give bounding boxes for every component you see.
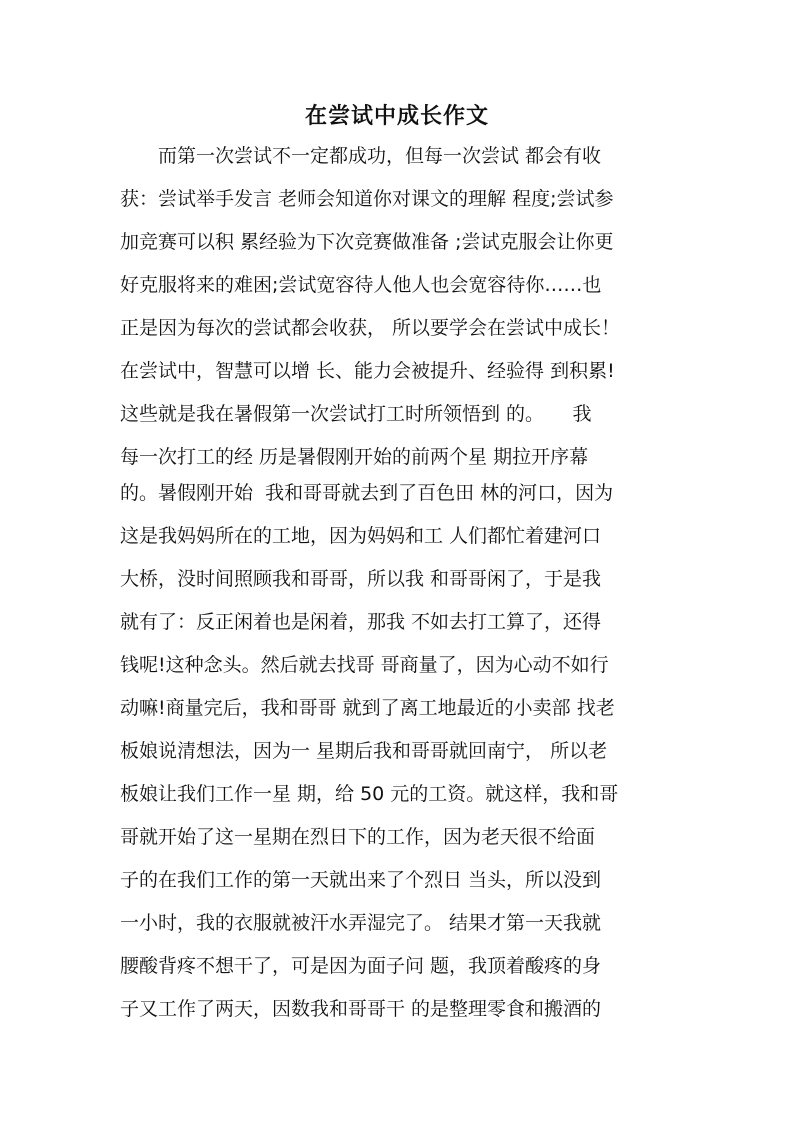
body-line: 钱呢!这种念头。然后就去找哥 哥商量了，因为心动不如行 (120, 654, 609, 676)
body-line: 板娘说清想法，因为一 星期后我和哥哥就回南宁， 所以老 (120, 740, 608, 762)
body-line: 子又工作了两天，因数我和哥哥干 的是整理零食和搬酒的 (120, 998, 602, 1020)
document-title: 在尝试中成长作文 (304, 103, 489, 129)
body-line: 而第一次尝试不一定都成功，但每一次尝试 都会有收 (120, 145, 602, 167)
body-line: 就有了：反正闲着也是闲着，那我 不如去打工算了，还得 (120, 611, 602, 633)
body-line: 的。暑假刚开始 我和哥哥就去到了百色田 林的河口，因为 (120, 482, 614, 504)
body-line: 大桥，没时间照顾我和哥哥，所以我 和哥哥闲了，于是我 (120, 568, 602, 590)
body-line: 板娘让我们工作一星 期，给 50 元的工资。就这样，我和哥 (120, 783, 619, 805)
body-line: 动嘛!商量完后，我和哥哥 就到了离工地最近的小卖部 找老 (120, 697, 615, 719)
body-line: 这是我妈妈所在的工地，因为妈妈和工 人们都忙着建河口 (120, 525, 602, 547)
body-line: 子的在我们工作的第一天就出来了个烈日 当头，所以没到 (120, 869, 602, 891)
body-line: 一小时，我的衣服就被汗水弄湿完了。 结果才第一天我就 (120, 912, 602, 934)
body-line: 每一次打工的经 历是暑假刚开始的前两个星 期拉开序幕 (120, 446, 589, 468)
body-line: 在尝试中，智慧可以增 长、能力会被提升、经验得 到积累! (120, 360, 615, 382)
body-line: 正是因为每次的尝试都会收获， 所以要学会在尝试中成长！ (120, 317, 621, 339)
body-line: 加竞赛可以积 累经验为下次竞赛做准备 ;尝试克服会让你更 (120, 231, 614, 253)
body-line: 腰酸背疼不想干了，可是因为面子问 题，我顶着酸疼的身 (120, 955, 602, 977)
body-line: 这些就是我在暑假第一次尝试打工时所领悟到 的。 我 (120, 403, 592, 425)
body-line: 好克服将来的难困;尝试宽容待人他人也会宽容待你……也 (120, 274, 602, 296)
body-line: 获：尝试举手发言 老师会知道你对课文的理解 程度;尝试参 (120, 188, 614, 210)
body-line: 哥就开始了这一星期在烈日下的工作，因为老天很不给面 (120, 826, 596, 848)
